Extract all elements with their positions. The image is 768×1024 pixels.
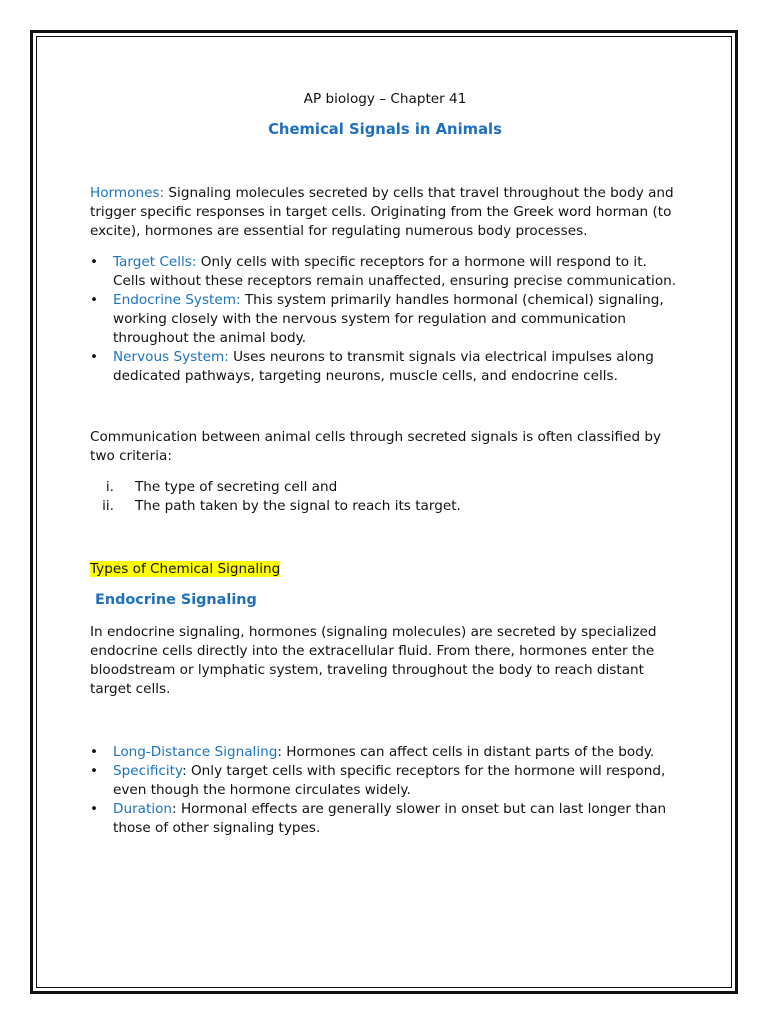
bullet-text: : Only target cells with specific receptors for the hormone will respond, even though the hormone circulates widely. bbox=[113, 763, 666, 798]
endocrine-bullet-list bbox=[90, 743, 680, 838]
endocrine-heading: Endocrine Signaling bbox=[95, 592, 257, 608]
bullet-term: Duration bbox=[113, 801, 173, 817]
bullet-icon: • bbox=[90, 763, 99, 779]
list-item bbox=[90, 497, 680, 516]
types-heading: Types of Chemical Signaling bbox=[90, 561, 281, 577]
bullet-text: Only cells with specific receptors for a hormone will respond to it. Cells without these receptors remain unaffected, ensuring precise communication. bbox=[113, 254, 677, 289]
list-number: ii. bbox=[102, 498, 114, 514]
bullet-term: Endocrine System: bbox=[113, 292, 241, 308]
bullet-icon: • bbox=[90, 254, 99, 270]
document-subject: AP biology – Chapter 41 bbox=[303, 91, 467, 107]
bullet-term: Specificity bbox=[113, 763, 183, 779]
list-item bbox=[90, 291, 680, 348]
bullet-term: Long-Distance Signaling bbox=[113, 744, 278, 760]
list-number: i. bbox=[105, 479, 114, 495]
hormones-term: Hormones: bbox=[90, 185, 165, 201]
list-item bbox=[90, 743, 680, 762]
types-heading-row bbox=[90, 560, 680, 579]
bullet-term: Target Cells: bbox=[113, 254, 197, 270]
bullet-text: This system primarily handles hormonal (chemical) signaling, working closely with the nervous system for regulation and communication throughout the animal body. bbox=[113, 292, 664, 346]
list-item bbox=[90, 800, 680, 838]
bullet-icon: • bbox=[90, 292, 99, 308]
bullet-text: Uses neurons to transmit signals via electrical impulses along dedicated pathways, targeting neurons, muscle cells, and endocrine cells. bbox=[113, 349, 654, 384]
criteria-text: The type of secreting cell and bbox=[135, 479, 338, 495]
communication-paragraph: Communication between animal cells through secreted signals is often classified by two criteria: bbox=[90, 429, 662, 464]
hormones-text: Signaling molecules secreted by cells that travel throughout the body and trigger specific responses in target cells. Originating from the Greek word horman (to excite), hormones are essential for regulating numerous body processes. bbox=[90, 185, 674, 239]
document-body bbox=[90, 90, 680, 838]
criteria-list bbox=[90, 478, 680, 516]
endocrine-paragraph: In endocrine signaling, hormones (signaling molecules) are secreted by specialized endocrine cells directly into the extracellular fluid. From there, hormones enter the bloodstream or lymphatic system, traveling throughout the body to reach distant target cells. bbox=[90, 624, 657, 697]
list-item bbox=[90, 348, 680, 386]
hormones-paragraph bbox=[90, 184, 680, 241]
bullet-text: : Hormonal effects are generally slower in onset but can last longer than those of other signaling types. bbox=[113, 801, 667, 836]
bullet-icon: • bbox=[90, 349, 99, 365]
bullet-icon: • bbox=[90, 744, 99, 760]
bullet-icon: • bbox=[90, 801, 99, 817]
criteria-text: The path taken by the signal to reach its target. bbox=[135, 498, 461, 514]
bullet-term: Nervous System: bbox=[113, 349, 229, 365]
hormone-bullet-list bbox=[90, 253, 680, 386]
list-item bbox=[90, 762, 680, 800]
document-title: Chemical Signals in Animals bbox=[268, 121, 502, 138]
list-item bbox=[90, 478, 680, 497]
list-item bbox=[90, 253, 680, 291]
bullet-text: : Hormones can affect cells in distant parts of the body. bbox=[277, 744, 655, 760]
